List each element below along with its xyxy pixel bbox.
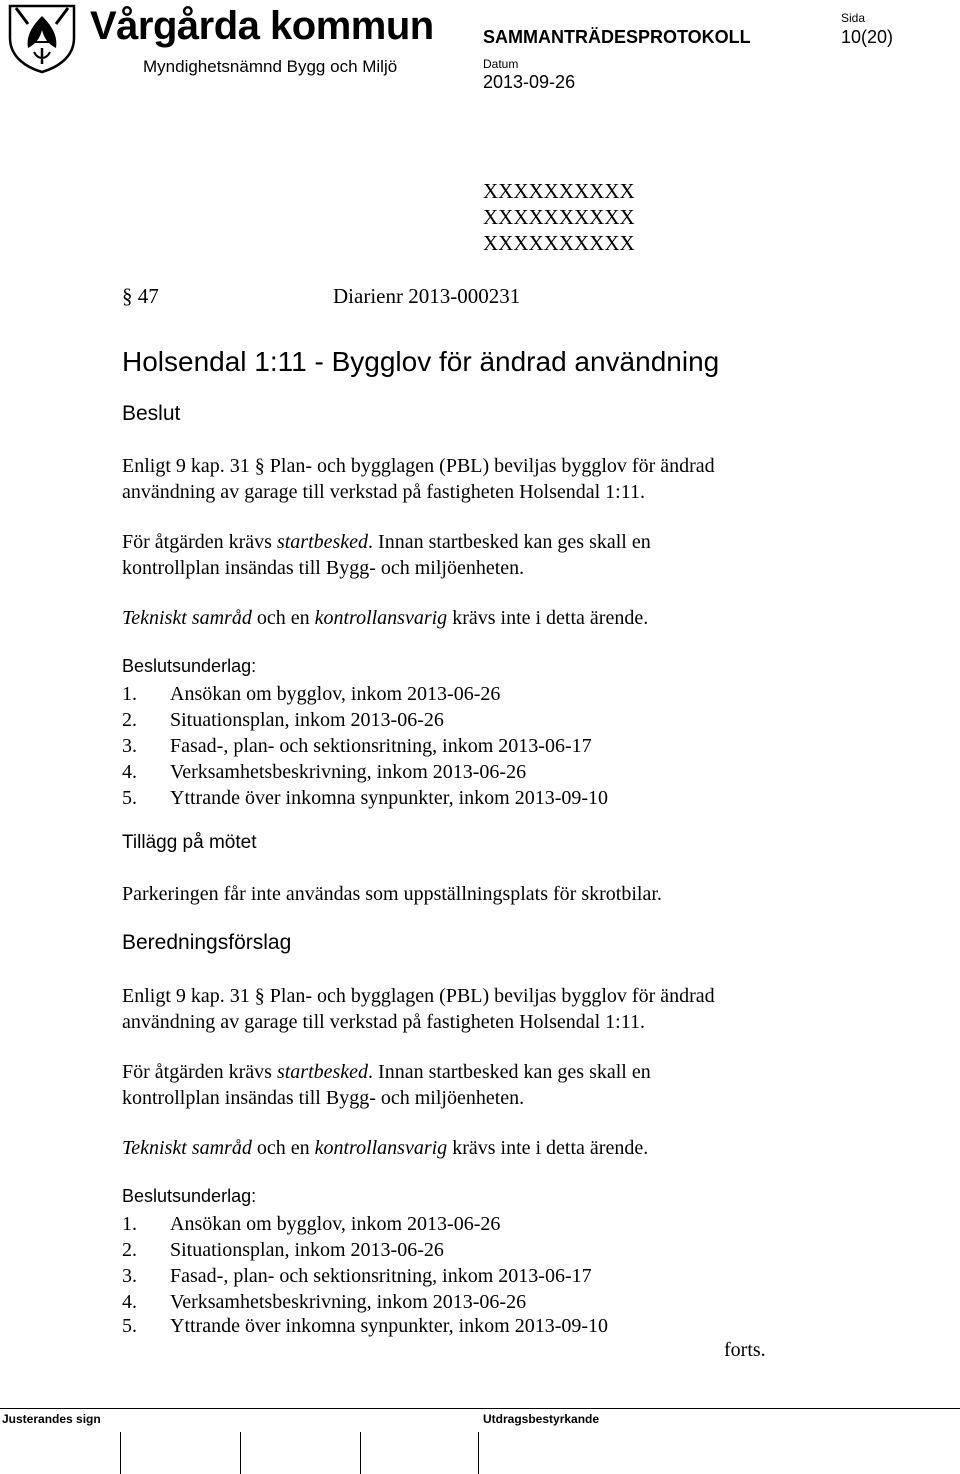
text-emphasis: kontrollansvarig [314,1137,448,1159]
beslut-text-line: användning av garage till verkstad på fastigheten Holsendal 1:11. [122,481,645,503]
list-number: 1. [122,683,137,705]
footer-divider [0,1408,960,1409]
sign-box-divider [240,1432,241,1474]
list-item [122,733,592,759]
list-item [122,1289,527,1315]
text-emphasis: Tekniskt samråd [122,607,252,629]
sign-box-divider [360,1432,361,1474]
extract-label: Utdragsbestyrkande [483,1412,600,1426]
beredning-text-line: Enligt 9 kap. 31 § Plan- och bygglagen (PBL) beviljas bygglov för ändrad [122,985,715,1007]
redacted-line: XXXXXXXXXX [483,205,635,229]
text-fragment: . Innan startbesked kan ges skall en [368,1061,651,1083]
redacted-line: XXXXXXXXXX [483,179,635,203]
sign-box-divider [120,1432,121,1474]
beredning-samrad-line [122,1135,648,1161]
text-fragment: och en [251,607,315,629]
section-heading-tillagg: Tillägg på mötet [122,832,257,853]
list-text: Verksamhetsbeskrivning, inkom 2013-06-26 [170,1291,527,1313]
list-number: 2. [122,709,137,731]
list-number: 3. [122,735,137,757]
text-emphasis: Tekniskt samråd [122,1137,252,1159]
list-number: 4. [122,1291,137,1313]
protocol-title: SAMMANTRÄDESPROTOKOLL [483,27,751,47]
list-number: 4. [122,761,137,783]
list-text: Yttrande över inkomna synpunkter, inkom 2013-09-10 [170,1315,609,1337]
board-name: Myndighetsnämnd Bygg och Miljö [143,57,398,76]
date-label: Datum [483,57,519,71]
list-item [122,707,444,733]
text-fragment: För åtgärden krävs [122,531,277,553]
text-fragment: krävs inte i detta ärende. [447,1137,649,1159]
text-fragment: . Innan startbesked kan ges skall en [368,531,651,553]
list-text: Verksamhetsbeskrivning, inkom 2013-06-26 [170,761,527,783]
date-value: 2013-09-26 [483,72,576,92]
beredning-text-line: kontrollplan insändas till Bygg- och miljöenheten. [122,1087,525,1109]
brand-name: Vårgårda kommun [90,4,434,48]
text-fragment: och en [251,1137,315,1159]
diarienr: Diarienr 2013-000231 [333,284,521,308]
section-heading-beslut: Beslut [122,402,181,425]
list-item [122,1211,501,1237]
list-item [122,1263,592,1289]
list-text: Fasad-, plan- och sektionsritning, inkom 2013-06-17 [170,735,592,757]
beslut-startbesked-line [122,529,651,555]
list-item [122,681,501,707]
sign-label: Justerandes sign [2,1412,101,1426]
text-emphasis: startbesked [276,531,369,553]
sign-box-divider [478,1432,479,1474]
paragraph-number: § 47 [122,284,159,308]
list-number: 5. [122,1315,137,1337]
list-text: Ansökan om bygglov, inkom 2013-06-26 [170,1213,501,1235]
list-item [122,785,609,811]
continued-marker: forts. [724,1339,766,1361]
beredning-text-line: användning av garage till verkstad på fastigheten Holsendal 1:11. [122,1011,645,1033]
list-item [122,1313,609,1339]
beslut-text-line: Enligt 9 kap. 31 § Plan- och bygglagen (PBL) beviljas bygglov för ändrad [122,455,715,477]
section-heading-beredning: Beredningsförslag [122,931,292,954]
coat-of-arms-logo [6,2,78,74]
list-number: 1. [122,1213,137,1235]
basis-heading: Beslutsunderlag: [122,656,257,676]
text-fragment: krävs inte i detta ärende. [447,607,649,629]
list-number: 5. [122,787,137,809]
basis-heading: Beslutsunderlag: [122,1186,257,1206]
list-number: 3. [122,1265,137,1287]
beslut-samrad-line [122,605,648,631]
redacted-line: XXXXXXXXXX [483,231,635,255]
page-title: Holsendal 1:11 - Bygglov för ändrad användning [122,346,720,377]
list-text: Ansökan om bygglov, inkom 2013-06-26 [170,683,501,705]
list-item [122,1237,444,1263]
beslut-text-line: kontrollplan insändas till Bygg- och miljöenheten. [122,557,525,579]
text-emphasis: startbesked [276,1061,369,1083]
list-item [122,759,527,785]
list-text: Situationsplan, inkom 2013-06-26 [170,1239,444,1261]
tillagg-text: Parkeringen får inte användas som uppställningsplats för skrotbilar. [122,883,662,905]
page-value: 10(20) [841,27,894,47]
list-text: Situationsplan, inkom 2013-06-26 [170,709,444,731]
beredning-startbesked-line [122,1059,651,1085]
page-label: Sida [841,11,866,25]
text-emphasis: kontrollansvarig [314,607,448,629]
list-text: Yttrande över inkomna synpunkter, inkom 2013-09-10 [170,787,609,809]
list-text: Fasad-, plan- och sektionsritning, inkom 2013-06-17 [170,1265,592,1287]
list-number: 2. [122,1239,137,1261]
text-fragment: För åtgärden krävs [122,1061,277,1083]
